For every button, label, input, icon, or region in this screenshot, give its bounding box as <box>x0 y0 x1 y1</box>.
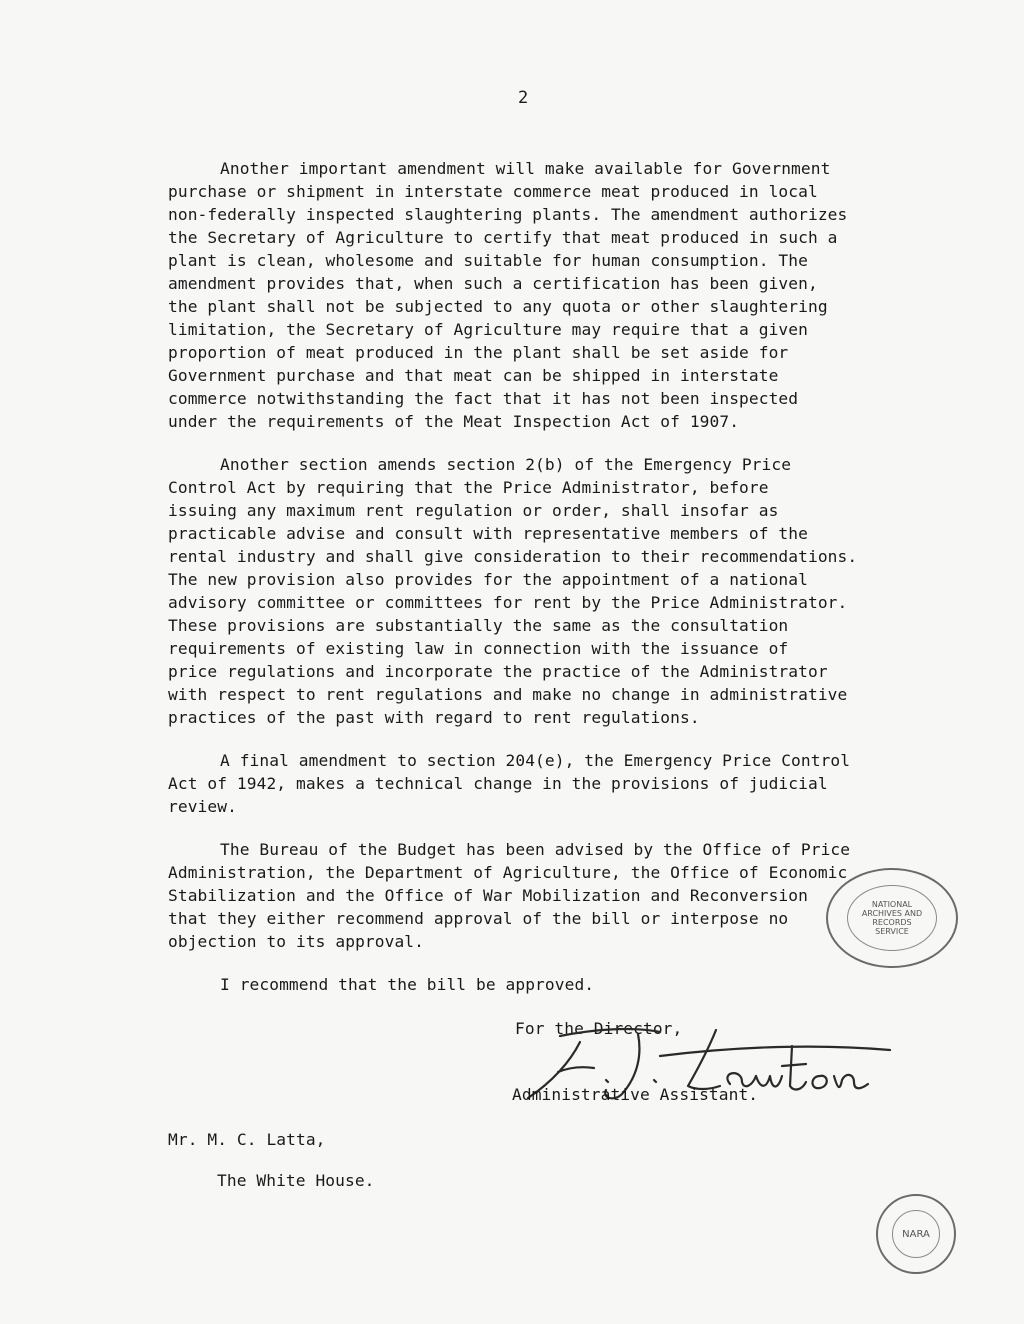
text-line: purchase or shipment in interstate commerce meat produced in local <box>168 182 818 201</box>
text-line: proportion of meat produced in the plant shall be set aside for <box>168 343 789 362</box>
text-line: the Secretary of Agriculture to certify that meat produced in such a <box>168 228 838 247</box>
text-line: Stabilization and the Office of War Mobilization and Reconversion <box>168 886 808 905</box>
text-line: plant is clean, wholesome and suitable for human consumption. The <box>168 251 808 270</box>
text-line: A final amendment to section 204(e), the Emergency Price Control <box>220 751 851 770</box>
text-line: the plant shall not be subjected to any quota or other slaughtering <box>168 297 828 316</box>
page-number: 2 <box>518 88 529 108</box>
text-line: rental industry and shall give consideration to their recommendations. <box>168 547 858 566</box>
text-line: requirements of existing law in connection with the issuance of <box>168 639 789 658</box>
archive-stamp-top <box>826 868 958 968</box>
text-line: limitation, the Secretary of Agriculture may require that a given <box>168 320 808 339</box>
text-line: that they either recommend approval of the bill or interpose no <box>168 909 789 928</box>
stamp-center-text: NARA <box>902 1228 930 1240</box>
text-line: Another section amends section 2(b) of the Emergency Price <box>220 455 792 474</box>
text-line: The new provision also provides for the appointment of a national <box>168 570 808 589</box>
text-line: Administration, the Department of Agriculture, the Office of Economic <box>168 863 848 882</box>
text-line: Act of 1942, makes a technical change in the provisions of judicial <box>168 774 828 793</box>
text-line: issuing any maximum rent regulation or order, shall insofar as <box>168 501 779 520</box>
text-line: practices of the past with regard to rent regulations. <box>168 708 700 727</box>
text-line: I recommend that the bill be approved. <box>220 975 595 994</box>
recipient-place: The White House. <box>217 1171 375 1190</box>
text-line: non-federally inspected slaughtering plants. The amendment authorizes <box>168 205 848 224</box>
signer-title: Administrative Assistant. <box>512 1085 759 1104</box>
stamp-center-text: NATIONAL ARCHIVES AND RECORDS SERVICE <box>861 900 923 936</box>
text-line: under the requirements of the Meat Inspection Act of 1907. <box>168 412 740 431</box>
text-line: objection to its approval. <box>168 932 424 951</box>
text-line: price regulations and incorporate the practice of the Administrator <box>168 662 828 681</box>
text-line: Another important amendment will make available for Government <box>220 159 831 178</box>
text-line: with respect to rent regulations and make no change in administrative <box>168 685 848 704</box>
recipient-name: Mr. M. C. Latta, <box>168 1130 326 1149</box>
text-line: review. <box>168 797 237 816</box>
text-line: advisory committee or committees for rent by the Price Administrator. <box>168 593 848 612</box>
text-line: The Bureau of the Budget has been advised by the Office of Price <box>220 840 851 859</box>
text-line: Control Act by requiring that the Price Administrator, before <box>168 478 769 497</box>
archive-stamp-bottom <box>876 1194 956 1274</box>
closing-line: For the Director, <box>515 1019 683 1038</box>
text-line: commerce notwithstanding the fact that it has not been inspected <box>168 389 799 408</box>
text-line: Government purchase and that meat can be shipped in interstate <box>168 366 779 385</box>
text-line: These provisions are substantially the same as the consultation <box>168 616 789 635</box>
text-line: practicable advise and consult with representative members of the <box>168 524 808 543</box>
text-line: amendment provides that, when such a certification has been given, <box>168 274 818 293</box>
